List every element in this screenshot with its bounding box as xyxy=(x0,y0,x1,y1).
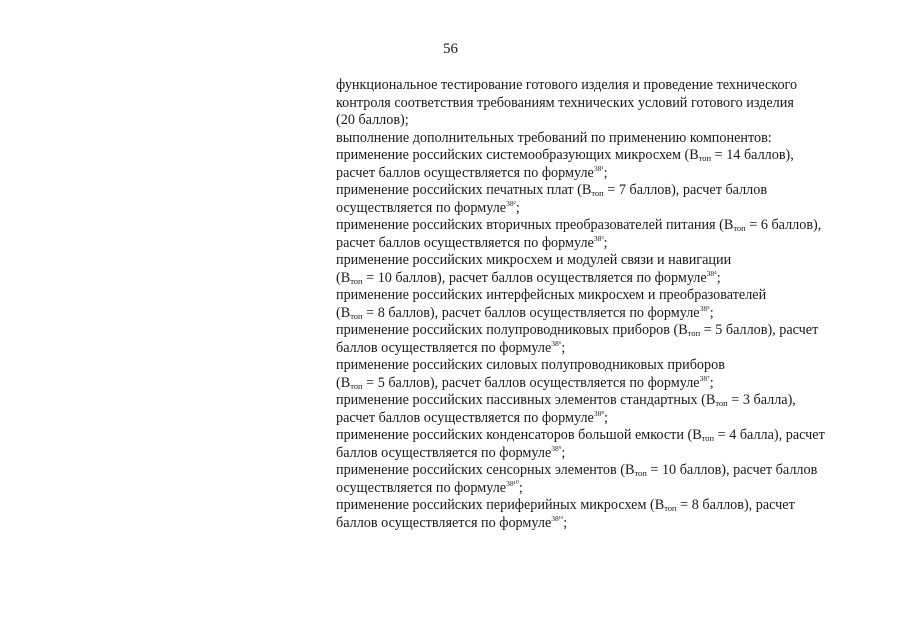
text-segment: = 10 баллов), расчет баллов осуществляется по формуле xyxy=(362,269,707,286)
text-line xyxy=(336,270,876,288)
text-line xyxy=(336,165,876,183)
subscript: топ xyxy=(698,153,712,163)
subscript: топ xyxy=(350,275,363,286)
text-line xyxy=(336,235,876,253)
text-segment: = 8 баллов), расчет баллов осуществляется по формуле xyxy=(362,304,700,321)
text-segment: баллов осуществляется по формуле xyxy=(336,514,552,531)
subscript: топ xyxy=(715,398,728,408)
text-segment: ; xyxy=(709,374,714,391)
text-segment: ; xyxy=(709,304,714,321)
text-segment: применение российских периферийных микросхем (B xyxy=(336,497,665,513)
subscript: топ xyxy=(591,188,604,198)
text-segment: = 7 баллов), расчет баллов xyxy=(603,182,768,198)
formula-reference: 38⁷ xyxy=(699,373,710,383)
text-line xyxy=(336,217,876,235)
text-line xyxy=(336,480,876,498)
formula-reference: 38¹ xyxy=(593,163,604,173)
text-segment: применение российских силовых полупроводниковых приборов xyxy=(336,357,725,373)
subscript: топ xyxy=(634,468,647,478)
text-segment: = 5 баллов), расчет xyxy=(700,322,819,338)
text-line xyxy=(336,375,876,393)
text-line xyxy=(336,182,876,200)
text-segment: применение российских системообразующих микросхем (B xyxy=(336,147,699,163)
text-segment: = 5 баллов), расчет баллов осуществляется по формуле xyxy=(362,374,700,391)
text-segment: ; xyxy=(603,164,608,181)
formula-reference: 38⁵ xyxy=(699,303,710,313)
subscript: топ xyxy=(733,223,746,233)
text-segment: осуществляется по формуле xyxy=(336,199,507,216)
text-segment: применение российских сенсорных элементов (B xyxy=(336,462,635,478)
text-segment: ; xyxy=(603,409,608,426)
document-body xyxy=(336,77,876,532)
text-line xyxy=(336,392,876,410)
formula-reference: 38⁹ xyxy=(551,443,562,453)
text-segment: (B xyxy=(336,269,351,286)
formula-reference: 38⁴ xyxy=(706,268,717,278)
text-line xyxy=(336,427,876,445)
formula-reference: 38¹¹ xyxy=(551,513,564,523)
text-segment: баллов осуществляется по формуле xyxy=(336,339,552,356)
text-line xyxy=(336,515,876,533)
text-line xyxy=(336,130,876,148)
text-line xyxy=(336,305,876,323)
text-segment: ; xyxy=(515,199,520,216)
formula-reference: 38³ xyxy=(593,233,604,243)
formula-reference: 38¹⁰ xyxy=(506,478,519,488)
text-line xyxy=(336,497,876,515)
text-line xyxy=(336,322,876,340)
text-line xyxy=(336,147,876,165)
text-line xyxy=(336,95,876,113)
text-segment: расчет баллов осуществляется по формуле xyxy=(336,409,594,426)
formula-reference: 38² xyxy=(506,198,516,208)
text-line xyxy=(336,252,876,270)
text-segment: ; xyxy=(716,269,721,286)
text-segment: (B xyxy=(336,374,351,391)
subscript: топ xyxy=(350,310,363,321)
text-segment: применение российских микросхем и модулей связи и навигации xyxy=(336,252,732,268)
subscript: топ xyxy=(350,380,363,391)
text-segment: = 10 баллов), расчет баллов xyxy=(646,462,818,478)
formula-reference: 38⁸ xyxy=(593,408,604,418)
page-number: 56 xyxy=(443,41,458,57)
text-line xyxy=(336,77,876,95)
text-segment: (20 баллов); xyxy=(336,112,409,128)
text-line xyxy=(336,340,876,358)
text-segment: функциональное тестирование готового изделия и проведение технического xyxy=(336,77,798,93)
text-segment: (B xyxy=(336,304,351,321)
text-segment: баллов осуществляется по формуле xyxy=(336,444,552,461)
text-segment: = 8 баллов), расчет xyxy=(676,497,795,513)
text-segment: применение российских интерфейсных микросхем и преобразователей xyxy=(336,287,767,303)
text-segment: применение российских конденсаторов большой емкости (B xyxy=(336,427,702,443)
text-segment: ; xyxy=(518,479,523,496)
text-segment: ; xyxy=(603,234,608,251)
text-segment: ; xyxy=(561,339,566,356)
text-segment: ; xyxy=(563,514,568,531)
text-segment: применение российских полупроводниковых приборов (B xyxy=(336,322,688,338)
text-segment: применение российских пассивных элементов стандартных (B xyxy=(336,392,716,408)
text-segment: осуществляется по формуле xyxy=(336,479,507,496)
text-segment: расчет баллов осуществляется по формуле xyxy=(336,234,594,251)
subscript: топ xyxy=(687,328,701,338)
text-segment: = 14 баллов), xyxy=(711,147,794,163)
text-line xyxy=(336,287,876,305)
text-segment: применение российских вторичных преобразователей питания (B xyxy=(336,217,734,233)
text-segment: выполнение дополнительных требований по применению компонентов: xyxy=(336,129,772,146)
text-line xyxy=(336,462,876,480)
text-segment: = 4 балла), расчет xyxy=(714,427,825,443)
text-line xyxy=(336,445,876,463)
text-segment: расчет баллов осуществляется по формуле xyxy=(336,164,594,181)
text-segment: контроля соответствия требованиям технических условий готового изделия xyxy=(336,94,794,111)
text-segment: = 6 баллов), xyxy=(745,217,822,233)
text-segment: = 3 балла), xyxy=(727,392,796,408)
text-line xyxy=(336,112,876,130)
subscript: топ xyxy=(701,433,715,443)
text-line xyxy=(336,357,876,375)
formula-reference: 38⁶ xyxy=(551,338,562,348)
text-line xyxy=(336,200,876,218)
text-line xyxy=(336,410,876,428)
subscript: топ xyxy=(664,503,677,513)
text-segment: ; xyxy=(561,444,566,461)
text-segment: применение российских печатных плат (B xyxy=(336,182,592,198)
